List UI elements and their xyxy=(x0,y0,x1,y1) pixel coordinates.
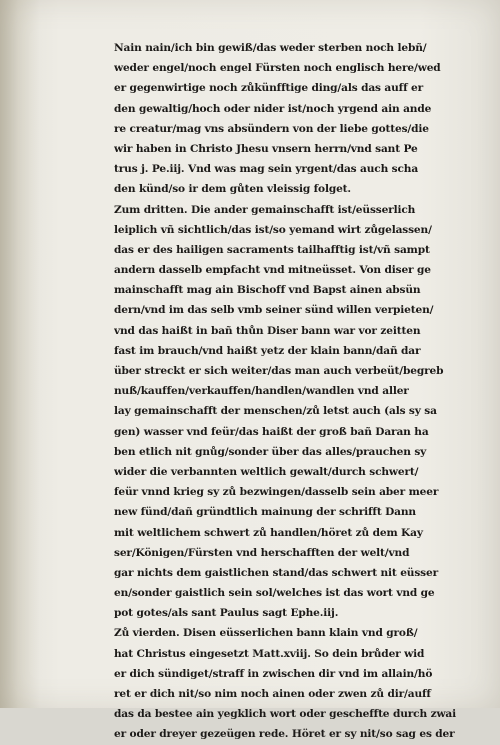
section-heading-line: Zum dritten. Die ander gemainschafft ist/eüsserlich xyxy=(114,203,416,216)
text-line: mainschafft mag ain Bischoff vnd Bapst ainen absün xyxy=(114,284,421,297)
text-line: gar nichts dem gaistlichen stand/das schwert nit eüsser xyxy=(114,566,439,579)
text-line: den künd/so ir dem gůten vleissig folget. xyxy=(114,183,351,196)
text-line: new fünd/dañ gründtlich mainung der schrifft Dann xyxy=(114,506,416,519)
text-line: wider die verbannten weltlich gewalt/durch schwert/ xyxy=(114,465,419,478)
text-line: andern dasselb empfacht vnd mitneüsset. Von diser ge xyxy=(114,264,431,277)
page-edge-stain xyxy=(0,0,40,708)
text-line: mit weltlichem schwert zů handlen/höret zů dem Kay xyxy=(114,526,423,539)
text-line: lay gemainschafft der menschen/zů letst auch (als sy sa xyxy=(114,405,437,418)
text-line: wir haben in Christo Jhesu vnsern herrn/vnd sant Pe xyxy=(114,142,418,155)
text-line: ben etlich nit gnůg/sonder über das alles/prauchen sy xyxy=(114,445,427,458)
text-line: über streckt er sich weiter/das man auch verbeüt/begreb xyxy=(114,365,444,377)
text-line: das er des hailigen sacraments tailhafftig ist/vñ sampt xyxy=(114,243,430,256)
text-line: nuß/kauffen/verkauffen/handlen/wandlen vnd aller xyxy=(114,385,409,398)
blackletter-text-block xyxy=(114,38,466,745)
text-line: fast im brauch/vnd haißt yetz der klain bann/dañ dar xyxy=(114,344,421,357)
text-line: er gegenwirtige noch zůkünfftige ding/als das auff er xyxy=(114,82,424,95)
text-line: er dich sündiget/straff in zwischen dir vnd im allain/hö xyxy=(114,667,433,680)
text-line: feür vnnd krieg sy zů bezwingen/dasselb sein aber meer xyxy=(114,486,439,499)
text-line: trus j. Pe.iij. Vnd was mag sein yrgent/das auch scha xyxy=(114,163,419,176)
text-line: ret er dich nit/so nim noch ainen oder zwen zů dir/auff xyxy=(114,688,431,700)
section-heading-line: Zů vierden. Disen eüsserlichen bann klain vnd groß/ xyxy=(114,627,418,640)
text-line: vnd das haißt in bañ thůn Diser bann war vor zeitten xyxy=(114,324,421,337)
text-line: en/sonder gaistlich sein sol/welches ist das wort vnd ge xyxy=(114,587,435,600)
text-line: pot gotes/als sant Paulus sagt Ephe.iij. xyxy=(114,607,339,620)
text-line: dern/vnd im das selb vmb seiner sünd willen verpieten/ xyxy=(114,304,434,317)
text-line: re creatur/mag vns absündern von der liebe gottes/die xyxy=(114,122,429,135)
text-line: hat Christus eingesetzt Matt.xviij. So dein brůder wid xyxy=(114,647,425,660)
text-line: er oder dreyer gezeügen rede. Höret er sy nit/so sag es der xyxy=(114,728,455,741)
text-line: gen) wasser vnd feür/das haißt der groß bañ Daran ha xyxy=(114,425,429,438)
text-line: Nain nain/ich bin gewiß/das weder sterben noch lebñ/ xyxy=(114,42,427,54)
text-line: weder engel/noch engel Fürsten noch englisch here/wed xyxy=(114,62,441,75)
text-line: leiplich vñ sichtlich/das ist/so yemand wirt zůgelassen/ xyxy=(114,223,432,236)
text-line: den gewaltig/hoch oder nider ist/noch yrgend ain ande xyxy=(114,102,432,115)
text-line: ser/Königen/Fürsten vnd herschafften der welt/vnd xyxy=(114,546,410,559)
text-line: das da bestee ain yegklich wort oder gescheffte durch zwai xyxy=(114,708,456,721)
